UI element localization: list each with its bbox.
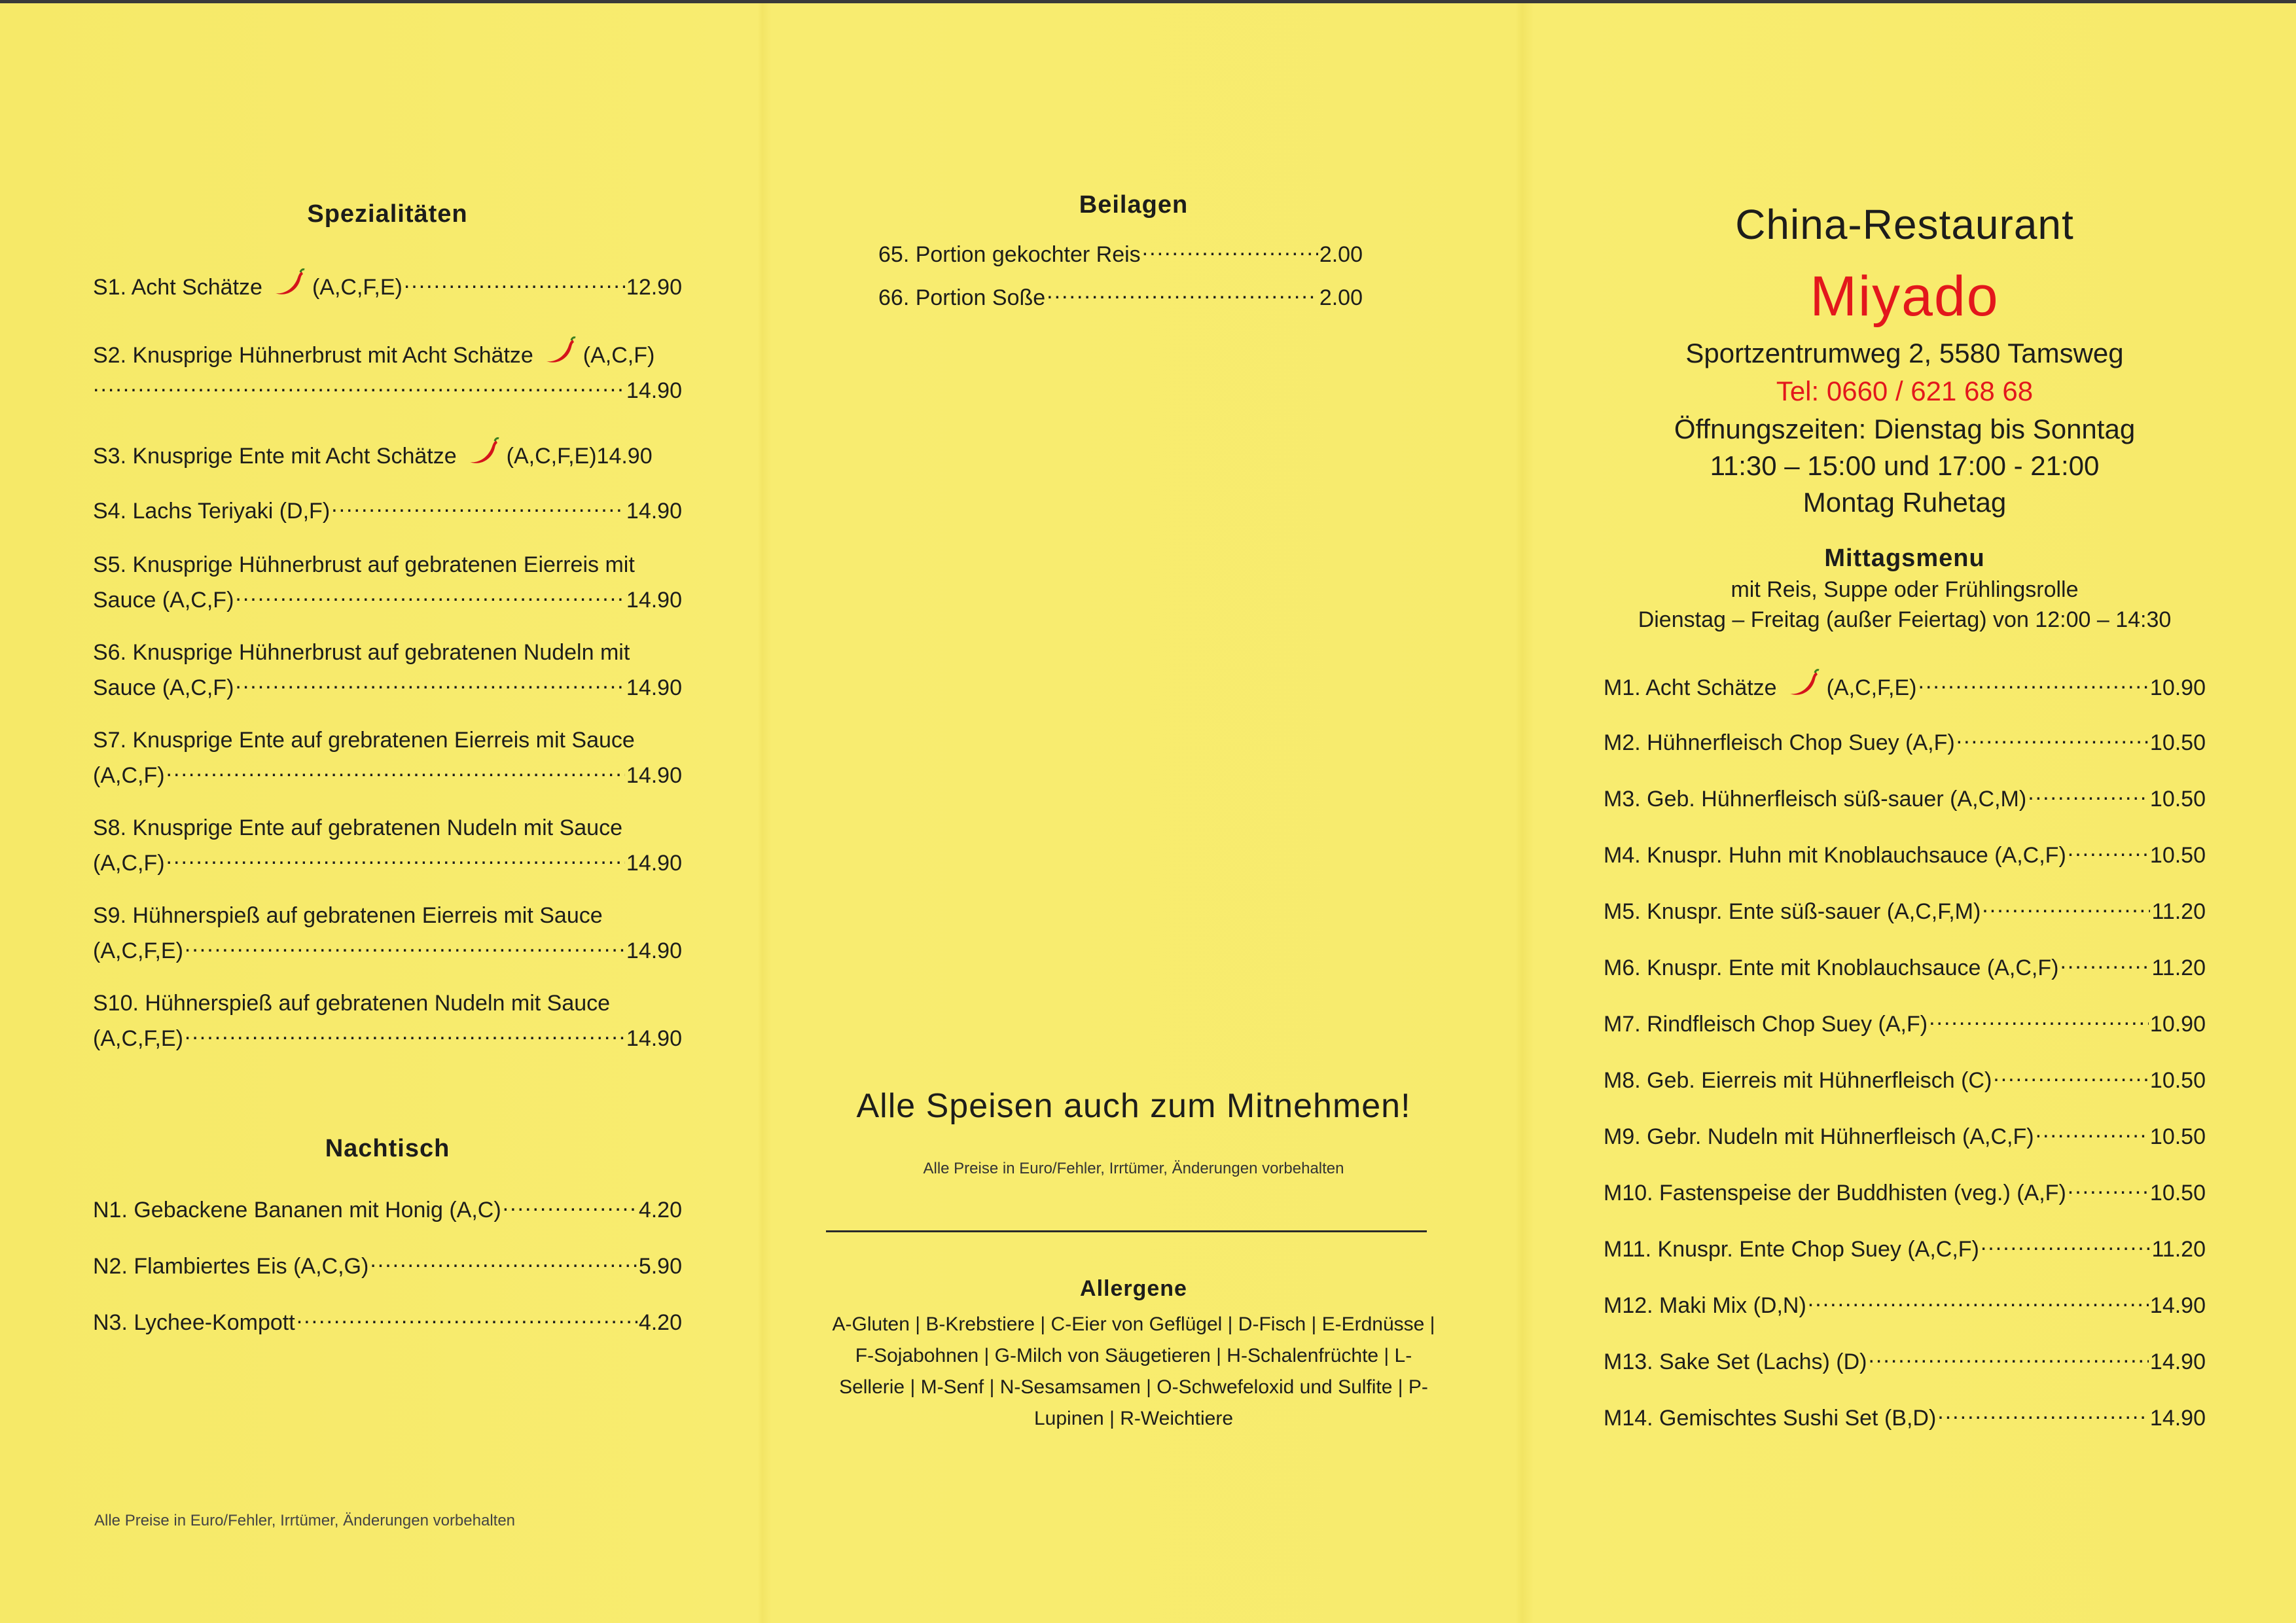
chili-pepper-icon [272, 268, 306, 297]
opening-hours: Öffnungszeiten: Dienstag bis Sonntag [1674, 414, 2136, 444]
leader-dots [1142, 240, 1318, 262]
menu-item-s3 [93, 437, 682, 474]
menu-item-m6 [1604, 950, 2206, 986]
menu-item-s1 [93, 268, 682, 305]
leader-dots [1918, 673, 2149, 695]
menu-item-s5 [93, 547, 682, 618]
allergens-line: Lupinen | R-Weichtiere [1033, 1408, 1234, 1429]
item-name: S2. Knusprige Hühnerbrust mit Acht Schätze (A,C,F) [93, 336, 682, 373]
leader-dots [1929, 1009, 2149, 1031]
menu-item-s10 [93, 986, 682, 1056]
item-name: M6. Knuspr. Ente mit Knoblauchsauce (A,C,F) [1604, 955, 2059, 980]
item-name: M2. Hühnerfleisch Chop Suey (A,F) [1604, 730, 1955, 755]
item-price: 5.90 [638, 1254, 682, 1279]
item-price: 10.50 [2149, 843, 2206, 868]
allergens-line: A-Gluten | B-Krebstiere | C-Eier von Geflügel | D-Fisch | E-Erdnüsse | [832, 1313, 1435, 1335]
item-name-cont: (A,C,F,E) [93, 1026, 183, 1051]
item-price: 10.50 [2149, 1124, 2206, 1149]
item-name: N3. Lychee-Kompott [93, 1310, 295, 1335]
item-price: 10.50 [2149, 1068, 2206, 1093]
menu-item-m11 [1604, 1232, 2206, 1267]
item-price: 4.20 [638, 1310, 682, 1335]
divider-line [826, 1230, 1427, 1232]
item-name: M4. Knuspr. Huhn mit Knoblauchsauce (A,C,F) [1604, 843, 2066, 868]
item-name: S8. Knusprige Ente auf gebratenen Nudeln mit Sauce [93, 815, 622, 840]
menu-item-m14 [1604, 1400, 2206, 1436]
item-name: M7. Rindfleisch Chop Suey (A,F) [1604, 1012, 1928, 1037]
item-price: 14.90 [626, 1026, 682, 1051]
leader-dots [93, 376, 625, 398]
item-name: N2. Flambiertes Eis (A,C,G) [93, 1254, 369, 1279]
item-name: S4. Lachs Teriyaki (D,F) [93, 499, 331, 524]
item-name: S5. Knusprige Hühnerbrust auf gebratenen Eierreis mit [93, 552, 635, 577]
item-price: 14.90 [626, 588, 682, 613]
item-name-cont: (A,C,F,E) [93, 938, 183, 963]
item-price: 14.90 [626, 378, 682, 403]
leader-dots [235, 585, 625, 607]
address: Sportzentrumweg 2, 5580 Tamsweg [1685, 338, 2124, 368]
allergens-line: Sellerie | M-Senf | N-Sesamsamen | O-Schwefeloxid und Sulfite | P- [839, 1376, 1428, 1398]
item-price: 14.90 [626, 851, 682, 876]
leader-dots [1982, 897, 2150, 919]
item-price: 11.20 [2151, 899, 2206, 924]
item-name: S9. Hühnerspieß auf gebratenen Eierreis mit Sauce [93, 903, 603, 928]
leader-dots [2028, 784, 2149, 806]
chili-pepper-icon [1786, 669, 1820, 698]
price-disclaimer: Alle Preise in Euro/Fehler, Irrtümer, Änderungen vorbehalten [923, 1160, 1344, 1177]
leader-dots [1956, 728, 2149, 750]
item-name: M1. Acht Schätze (A,C,F,E) [1604, 669, 1917, 705]
item-name: M9. Gebr. Nudeln mit Hühnerfleisch (A,C,F) [1604, 1124, 2034, 1149]
item-price: 10.50 [2149, 1181, 2206, 1205]
item-price: 2.00 [1319, 242, 1363, 267]
leader-dots [166, 760, 625, 783]
price-disclaimer: Alle Preise in Euro/Fehler, Irrtümer, Änderungen vorbehalten [94, 1512, 516, 1529]
menu-item-m9 [1604, 1119, 2206, 1154]
menu-item-m7 [1604, 1007, 2206, 1042]
menu-item-m2 [1604, 725, 2206, 760]
leader-dots [1808, 1291, 2149, 1313]
item-name: M11. Knuspr. Ente Chop Suey (A,C,F) [1604, 1237, 1979, 1262]
item-name: S7. Knusprige Ente auf grebratenen Eierreis mit Sauce [93, 728, 635, 753]
leader-dots [235, 673, 625, 695]
item-name: S3. Knusprige Ente mit Acht Schätze (A,C,F,E) [93, 437, 597, 474]
menu-item-s4 [93, 493, 682, 529]
leader-dots [185, 1024, 625, 1046]
item-price: 10.50 [2149, 787, 2206, 812]
restaurant-type: China-Restaurant [1735, 201, 2074, 248]
menu-item-s9 [93, 898, 682, 969]
item-price: 12.90 [626, 275, 682, 300]
menu-item-s7 [93, 722, 682, 793]
item-price: 14.90 [626, 675, 682, 700]
sides-heading: Beilagen [1079, 191, 1189, 219]
menu-item-m3 [1604, 781, 2206, 817]
phone-number: Tel: 0660 / 621 68 68 [1776, 376, 2034, 406]
allergens-heading: Allergene [1080, 1276, 1187, 1301]
item-name: S10. Hühnerspieß auf gebratenen Nudeln mit Sauce [93, 991, 611, 1016]
menu-item-s6 [93, 635, 682, 705]
item-name-cont: (A,C,F) [93, 851, 165, 876]
item-name: M8. Geb. Eierreis mit Hühnerfleisch (C) [1604, 1068, 1992, 1093]
allergens-line: F-Sojabohnen | G-Milch von Säugetieren | H-Schalenfrüchte | L- [855, 1345, 1412, 1366]
item-price: 14.90 [2149, 1293, 2206, 1318]
leader-dots [1981, 1234, 2151, 1257]
menu-item-m8 [1604, 1063, 2206, 1098]
leader-dots [503, 1195, 637, 1217]
menu-item-m4 [1604, 838, 2206, 873]
menu-item-m13 [1604, 1344, 2206, 1380]
item-name-cont: (A,C,F) [93, 763, 165, 788]
top-edge-line [0, 0, 2296, 3]
item-price: 10.90 [2149, 675, 2206, 700]
chili-pepper-icon [543, 336, 577, 365]
leader-dots [185, 936, 625, 958]
leader-dots [404, 272, 625, 294]
chili-pepper-icon [466, 437, 500, 466]
restaurant-name: Miyado [1810, 265, 2000, 328]
item-name: M14. Gemischtes Sushi Set (B,D) [1604, 1406, 1937, 1431]
item-name: M12. Maki Mix (D,N) [1604, 1293, 1806, 1318]
item-name: M3. Geb. Hühnerfleisch süß-sauer (A,C,M) [1604, 787, 2027, 812]
leader-dots [1937, 1403, 2149, 1425]
leader-dots [1868, 1347, 2148, 1369]
item-price: 2.00 [1319, 285, 1363, 310]
rest-day: Montag Ruhetag [1803, 487, 2007, 518]
leader-dots [370, 1251, 637, 1274]
item-price: 14.90 [2149, 1349, 2206, 1374]
leader-dots [2036, 1122, 2149, 1144]
leader-dots [331, 496, 625, 518]
item-price: 10.50 [2149, 730, 2206, 755]
item-name: M13. Sake Set (Lachs) (D) [1604, 1349, 1867, 1374]
menu-item-s2 [93, 336, 682, 408]
menu-item-n3 [93, 1305, 682, 1340]
item-price: 14.90 [596, 444, 653, 469]
item-price: 10.90 [2149, 1012, 2206, 1037]
dessert-heading: Nachtisch [325, 1135, 450, 1162]
item-price: 14.90 [626, 938, 682, 963]
menu-item-65 [878, 237, 1363, 272]
lunch-includes: mit Reis, Suppe oder Frühlingsrolle [1731, 577, 2079, 602]
specials-heading: Spezialitäten [307, 200, 468, 228]
leader-dots [1993, 1065, 2149, 1088]
takeaway-note: Alle Speisen auch zum Mitnehmen! [856, 1087, 1411, 1125]
item-price: 11.20 [2151, 1237, 2206, 1262]
item-price: 11.20 [2151, 955, 2206, 980]
lunch-times: Dienstag – Freitag (außer Feiertag) von 12:00 – 14:30 [1638, 607, 2172, 632]
item-name: M10. Fastenspeise der Buddhisten (veg.) (A,F) [1604, 1181, 2066, 1205]
leader-dots [296, 1308, 637, 1330]
menu-item-m1 [1604, 669, 2206, 705]
item-name: S1. Acht Schätze (A,C,F,E) [93, 268, 403, 305]
leader-dots [1047, 283, 1318, 305]
menu-item-66 [878, 280, 1363, 315]
menu-item-m5 [1604, 894, 2206, 929]
menu-item-m12 [1604, 1288, 2206, 1323]
menu-item-m10 [1604, 1175, 2206, 1211]
item-name-cont: Sauce (A,C,F) [93, 675, 234, 700]
item-name: M5. Knuspr. Ente süß-sauer (A,C,F,M) [1604, 899, 1981, 924]
item-price: 14.90 [626, 499, 682, 524]
menu-item-s8 [93, 810, 682, 881]
leader-dots [2068, 840, 2149, 863]
item-name: S6. Knusprige Hühnerbrust auf gebratenen Nudeln mit [93, 640, 630, 665]
item-price: 14.90 [626, 763, 682, 788]
item-name: 65. Portion gekochter Reis [878, 242, 1141, 267]
lunch-heading: Mittagsmenu [1824, 544, 1985, 572]
item-name: N1. Gebackene Bananen mit Honig (A,C) [93, 1198, 501, 1222]
item-name: 66. Portion Soße [878, 285, 1046, 310]
leader-dots [2060, 953, 2150, 975]
leader-dots [166, 848, 625, 870]
opening-times: 11:30 – 15:00 und 17:00 - 21:00 [1710, 450, 2100, 481]
item-name-cont: Sauce (A,C,F) [93, 588, 234, 613]
item-price: 4.20 [638, 1198, 682, 1222]
item-price: 14.90 [2149, 1406, 2206, 1431]
menu-item-n1 [93, 1192, 682, 1228]
leader-dots [2068, 1178, 2149, 1200]
menu-item-n2 [93, 1249, 682, 1284]
